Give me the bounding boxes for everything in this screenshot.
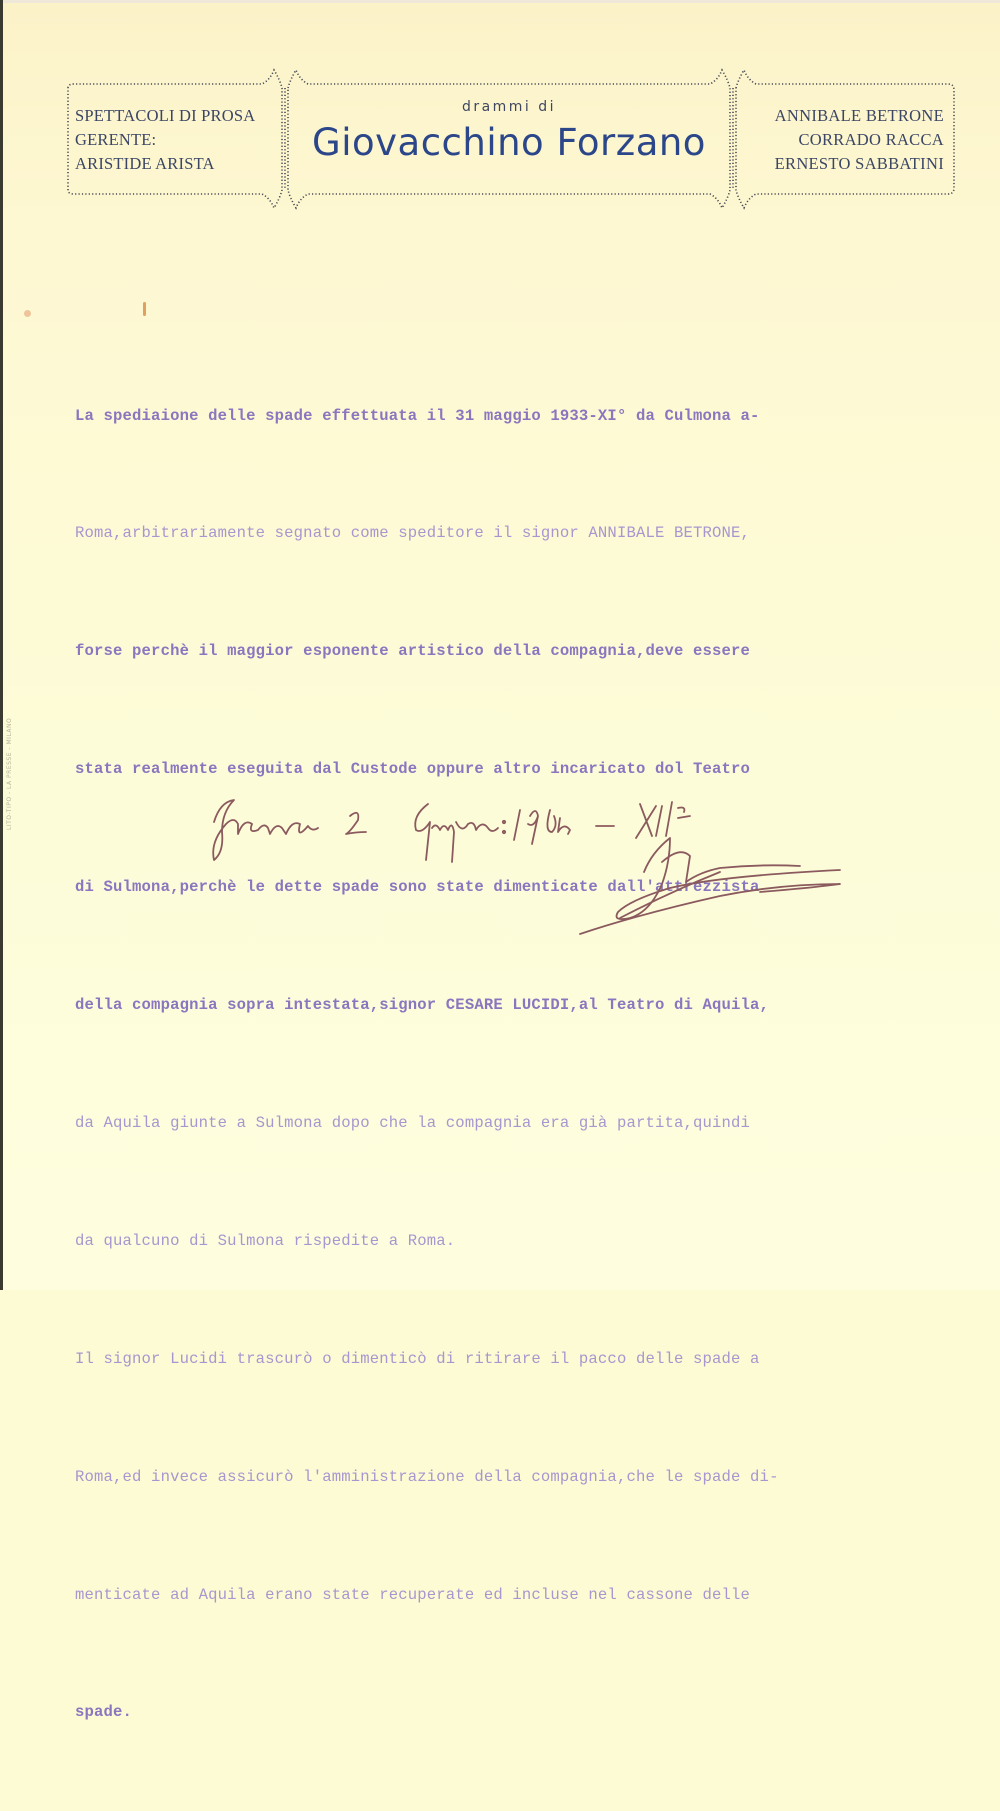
letterhead-subtitle: drammi di xyxy=(461,99,557,115)
actor-name-3: ERNESTO SABBATINI xyxy=(774,154,944,173)
letter-body xyxy=(75,318,945,1811)
handwritten-date-icon xyxy=(200,772,860,942)
body-line: spade. xyxy=(75,1703,133,1722)
letterhead xyxy=(62,66,956,212)
body-line: Roma,arbitrariamente segnato come speditore il signor ANNIBALE BETRONE, xyxy=(75,524,751,543)
letterhead-left-block xyxy=(75,104,275,176)
paper-stain xyxy=(24,310,31,317)
actor-name-2: CORRADO RACCA xyxy=(798,130,944,149)
body-line: di Sulmona,perchè le dette spade sono state dimenticate dall'attrezzista xyxy=(75,878,760,897)
body-line: Il signor Lucidi trascurò o dimenticò di ritirare il pacco delle spade a xyxy=(75,1349,760,1368)
body-line: menticate ad Aquila erano state recuperate ed incluse nel cassone delle xyxy=(75,1585,751,1604)
body-line: da Aquila giunte a Sulmona dopo che la compagnia era già partita,quindi xyxy=(75,1113,751,1132)
letterhead-center-block xyxy=(284,98,734,166)
body-line: forse perchè il maggior esponente artistico della compagnia,deve essere xyxy=(75,642,751,661)
letterhead-title: Giovacchino Forzano xyxy=(312,121,706,164)
manager-name: ARISTIDE ARISTA xyxy=(75,154,215,173)
body-line: La spediaione delle spade effettuata il 31 maggio 1933-XI° da Culmona a- xyxy=(75,406,760,425)
manager-label: GERENTE: xyxy=(75,130,157,149)
body-line: da qualcuno di Sulmona rispedite a Roma. xyxy=(75,1231,456,1250)
body-line: stata realmente eseguita dal Custode oppure altro incaricato dol Teatro xyxy=(75,760,751,779)
actor-name-1: ANNIBALE BETRONE xyxy=(774,106,944,125)
company-type: SPETTACOLI DI PROSA xyxy=(75,106,256,125)
printer-imprint: LITO-TIPO - LA PRESSE - MILANO xyxy=(6,717,13,830)
page-top-edge xyxy=(0,0,1000,3)
paper-stain xyxy=(143,302,146,316)
handwritten-area xyxy=(200,772,860,942)
body-line: Roma,ed invece assicurò l'amministrazione della compagnia,che le spade di- xyxy=(75,1467,779,1486)
body-line: della compagnia sopra intestata,signor CESARE LUCIDI,al Teatro di Aquila, xyxy=(75,996,770,1015)
page-left-edge xyxy=(0,0,3,1290)
letterhead-right-block xyxy=(734,104,944,176)
